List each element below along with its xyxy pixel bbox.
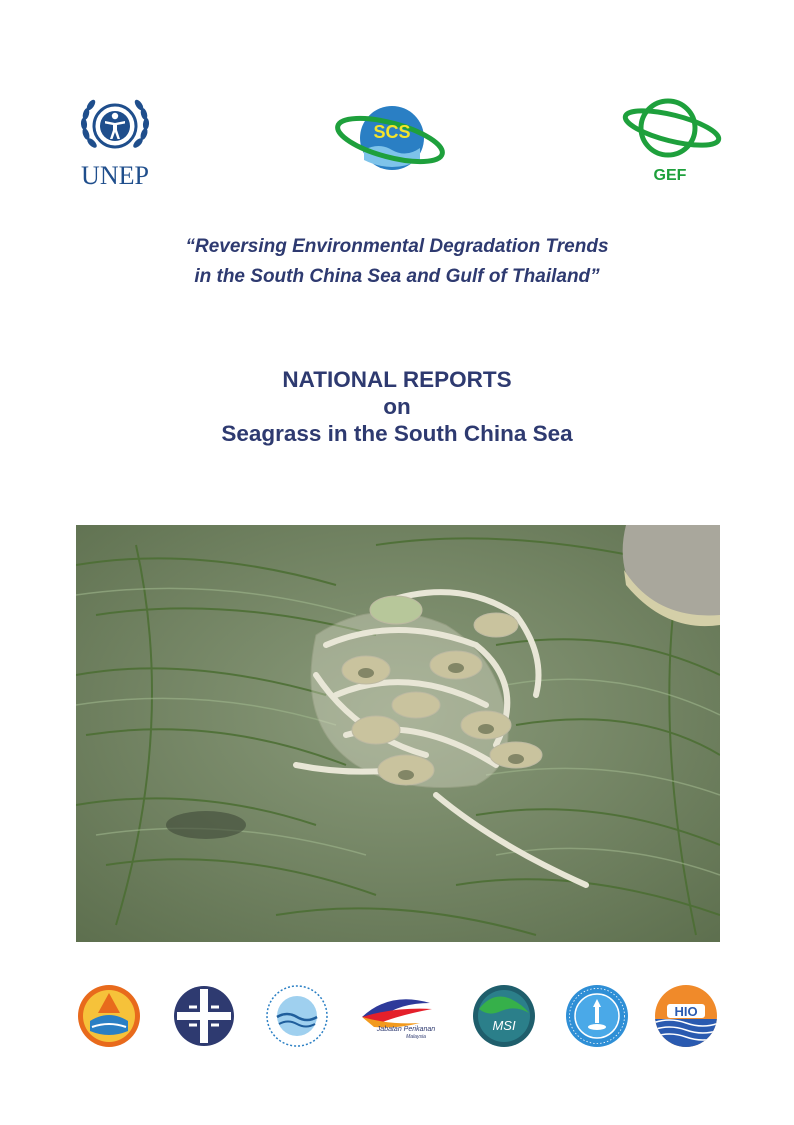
scs-logo — [334, 102, 446, 178]
msi-wave-icon — [471, 983, 537, 1049]
scs-globe-icon — [334, 102, 446, 178]
gef-globe-icon — [622, 96, 724, 184]
subtitle-line-2: in the South China Sea and Gulf of Thailand” — [194, 266, 600, 287]
south-china-sea-institute-icon — [264, 983, 330, 1049]
jabatan-perikanan-malaysia-icon — [360, 983, 436, 1049]
partner-logo-cambodia — [76, 983, 142, 1049]
gef-logo — [622, 96, 724, 184]
jabatan-perikanan-sublabel: Malaysia — [406, 1034, 426, 1040]
partner-logo-scsio — [264, 983, 330, 1049]
title-line-2: on — [383, 394, 411, 419]
jabatan-perikanan-label: Jabatan Perikanan — [376, 1026, 436, 1033]
report-title — [0, 366, 794, 447]
cross-circle-icon — [171, 983, 237, 1049]
partner-logo-thai-university — [564, 983, 630, 1049]
msi-wordmark: MSI — [492, 1018, 516, 1033]
unep-logo — [74, 94, 156, 190]
hio-wave-icon — [653, 983, 719, 1049]
seagrass-bivalves-photo — [76, 525, 720, 942]
partner-logo-cross — [171, 983, 237, 1049]
unep-wordmark: UNEP — [81, 161, 149, 190]
gef-wordmark: GEF — [653, 167, 687, 184]
cover-photo — [76, 525, 720, 942]
partner-logo-msi — [471, 983, 537, 1049]
scs-wordmark: SCS — [373, 122, 411, 142]
thai-university-seal-icon — [564, 983, 630, 1049]
subtitle-line-1: “Reversing Environmental Degradation Trends — [185, 236, 609, 257]
hio-wordmark: HIO — [674, 1004, 698, 1019]
project-subtitle — [0, 232, 794, 292]
cambodia-fisheries-seal-icon — [76, 983, 142, 1049]
partner-logo-hio — [653, 983, 719, 1049]
title-line-1: NATIONAL REPORTS — [282, 367, 512, 392]
partner-logo-jabatan-perikanan — [360, 983, 436, 1049]
title-line-3: Seagrass in the South China Sea — [221, 421, 573, 446]
unep-laurel-person-icon — [74, 94, 156, 190]
